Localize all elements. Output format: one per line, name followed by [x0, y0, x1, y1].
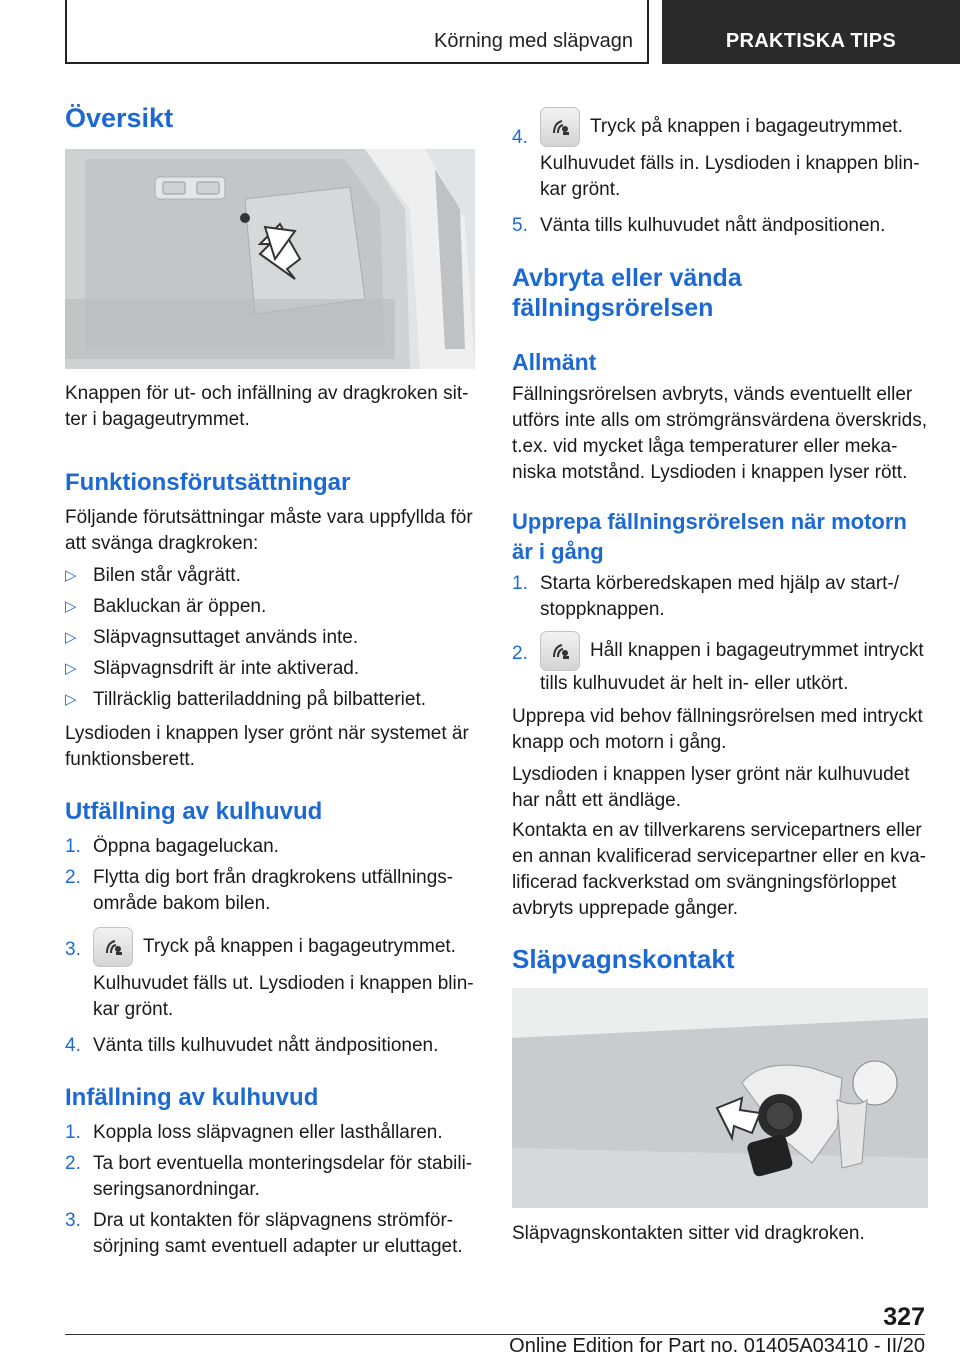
triangle-bullet-icon: ▷: [65, 691, 77, 708]
unfold-steps: [65, 834, 475, 1059]
triangle-bullet-icon: ▷: [65, 629, 77, 646]
list-item: ▷ Bakluckan är öppen.: [65, 594, 475, 620]
section-title: Körning med släpvagn: [433, 30, 633, 52]
list-item: 2. Flytta dig bort från dragkrokens utfällnings-område bakom bilen.: [65, 867, 454, 914]
hitch-button-icon: [93, 927, 133, 967]
general-heading: Allmänt: [512, 349, 597, 375]
list-item: 2. Håll knappen i bagageutrymmet intryckt tills kulhuvudet är helt in- eller utkört.: [512, 631, 932, 697]
triangle-bullet-icon: ▷: [65, 567, 77, 584]
repeat-para-3: Kontakta en av tillverkarens servicepartners eller en annan kvalificerad servicepartner eller en kva-lificerad fackverkstad om svängningsförloppet avbryts upprepade gånger.: [512, 820, 926, 919]
list-item: 3. Tryck på knappen i bagageutrymmet. Kulhuvudet fälls ut. Lysdioden i knappen blin-kar grönt.: [65, 927, 475, 1023]
chapter-tab: [662, 0, 960, 64]
hitch-button-icon: [540, 107, 580, 147]
page-number: 327: [883, 1303, 925, 1331]
unfold-heading: Utfällning av kulhuvud: [65, 798, 323, 825]
triangle-bullet-icon: ▷: [65, 660, 77, 677]
hitch-button-icon: [540, 631, 580, 671]
list-item: 1. Koppla loss släpvagnen eller lasthållaren.: [65, 1122, 443, 1143]
edition-text: Online Edition for Part no. 01405A03410 - II/20: [509, 1335, 925, 1357]
section-tab: [65, 0, 649, 64]
repeat-heading: Upprepa fällningsrörelsen när motorn är i gång: [512, 509, 907, 564]
socket-heading: Släpvagnskontakt: [512, 944, 735, 974]
list-item: 4. Tryck på knappen i bagageutrymmet. Kulhuvudet fälls in. Lysdioden i knappen blin-kar grönt.: [512, 107, 932, 203]
list-item: 5. Vänta tills kulhuvudet nått ändpositionen.: [512, 215, 886, 236]
triangle-bullet-icon: ▷: [65, 598, 77, 615]
trunk-illustration: [65, 149, 475, 369]
prereq-heading: Funktionsförutsättningar: [65, 469, 351, 496]
step-result: Kulhuvudet fälls in. Lysdioden i knappen blin-kar grönt.: [540, 153, 920, 200]
fold-steps: [65, 1120, 475, 1260]
repeat-steps: [512, 571, 932, 697]
trunk-button-photo: [65, 149, 475, 369]
overview-heading: Översikt: [65, 103, 174, 133]
repeat-para-1: Upprepa vid behov fällningsrörelsen med intryckt knapp och motorn i gång.: [512, 706, 923, 753]
general-text: Fällningsrörelsen avbryts, vänds eventuellt eller utförs inte alls om strömgränsvärdena överskrids, t.ex. vid mycket låga temperaturer eller meka-niska motstånd. Lysdioden i knappen lyser rött.: [512, 384, 927, 483]
socket-caption: Släpvagnskontakten sitter vid dragkroken.: [512, 1223, 865, 1244]
trailer-socket-photo: [512, 988, 928, 1208]
hitch-illustration: [512, 988, 928, 1208]
chapter-title: PRAKTISKA TIPS: [725, 30, 897, 52]
repeat-para-2: Lysdioden i knappen lyser grönt när kulhuvudet har nått ett ändläge.: [512, 764, 910, 811]
fold-heading: Infällning av kulhuvud: [65, 1084, 319, 1111]
list-item: 4. Vänta tills kulhuvudet nått ändpositionen.: [65, 1035, 439, 1056]
list-item: ▷ Bilen står vågrätt.: [65, 563, 475, 589]
overview-caption: Knappen för ut- och infällning av dragkroken sit-ter i bagageutrymmet.: [65, 383, 469, 430]
prereq-list: [65, 563, 475, 713]
cancel-heading: Avbryta eller vända fällningsrörelsen: [512, 264, 742, 322]
list-item: ▷ Släpvagnsuttaget används inte.: [65, 625, 475, 651]
list-item: 3. Dra ut kontakten för släpvagnens strömför-sörjning samt eventuell adapter ur eluttaget.: [65, 1210, 463, 1257]
list-item: 1. Starta körberedskapen med hjälp av start-/ stoppknappen.: [512, 573, 900, 620]
list-item: 2. Ta bort eventuella monteringsdelar för stabili-seringsanordningar.: [65, 1153, 473, 1200]
prereq-note: Lysdioden i knappen lyser grönt när systemet är funktionsberett.: [65, 723, 469, 770]
page-header: [65, 0, 960, 64]
fold-steps-continued: [512, 107, 932, 239]
step-result: Kulhuvudet fälls ut. Lysdioden i knappen blin-kar grönt.: [93, 973, 474, 1020]
list-item: ▷ Släpvagnsdrift är inte aktiverad.: [65, 656, 475, 682]
list-item: ▷ Tillräcklig batteriladdning på bilbatteriet.: [65, 687, 475, 713]
list-item: 1. Öppna bagageluckan.: [65, 836, 279, 857]
prereq-intro: Följande förutsättningar måste vara uppfyllda för att svänga dragkroken:: [65, 507, 473, 554]
